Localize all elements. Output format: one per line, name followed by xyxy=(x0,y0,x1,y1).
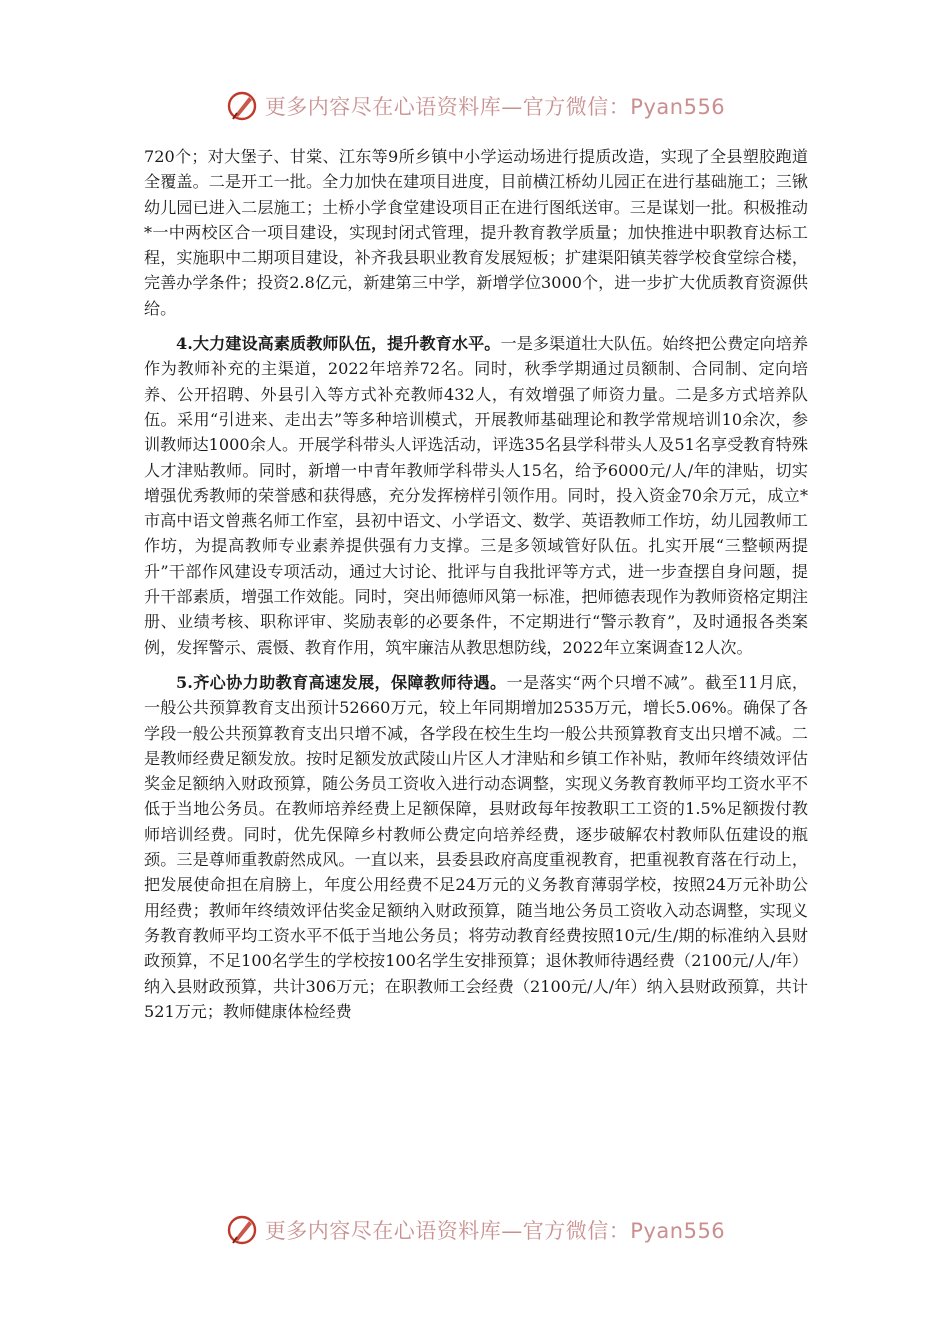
quill-pen-logo-icon xyxy=(225,89,259,123)
footer-banner xyxy=(0,1210,950,1250)
paragraph-continuation: 720个；对大堡子、甘棠、江东等9所乡镇中小学运动场进行提质改造，实现了全县塑胶跑道全覆盖。二是开工一批。全力加快在建项目进度，目前横江桥幼儿园正在进行基础施工；三锹幼儿园已进入二层施工；土桥小学食堂建设项目正在进行图纸送审。三是谋划一批。积极推动*一中两校区合一项目建设，实现封闭式管理，提升教育教学质量；加快推进中职教育达标工程，实施职中二期项目建设，补齐我县职业教育发展短板；扩建渠阳镇芙蓉学校食堂综合楼，完善办学条件；投资2.8亿元，新建第三中学，新增学位3000个，进一步扩大优质教育资源供给。 xyxy=(144,147,808,318)
paragraph-text: 一是落实“两个只增不减”。截至11月底，一般公共预算教育支出预计52660万元，较上年同期增加2535万元，增长5.06%。确保了各学段一般公共预算教育支出只增不减，各学段在校生生均一般公共预算教育支出只增不减。二是教师经费足额发放。按时足额发放武陵山片区人才津贴和乡镇工作补贴，教师年终绩效评估奖金足额纳入财政预算，随公务员工资收入进行动态调整，实现义务教育教师平均工资水平不低于当地公务员。在教师培养经费上足额保障，县财政每年按教职工工资的1.5%足额拨付教师培训经费。同时，优先保障乡村教师公费定向培养经费，逐步破解农村教师队伍建设的瓶颈。三是尊师重教蔚然成风。一直以来，县委县政府高度重视教育，把重视教育落在行动上，把发展使命担在肩膀上，年度公用经费不足24万元的义务教育薄弱学校，按照24万元补助公用经费；教师年终绩效评估奖金足额纳入财政预算，随当地公务员工资收入动态调整，实现义务教育教师平均工资水平不低于当地公务员；将劳动教育经费按照10元/生/期的标准纳入县财政预算，不足100名学生的学校按100名学生安排预算；退休教师待遇经费（2100元/人/年）纳入县财政预算，共计306万元；在职教师工会经费（2100元/人/年）纳入县财政预算，共计521万元；教师健康体检经费 xyxy=(144,672,808,1021)
footer-banner-text: 更多内容尽在心语资料库—官方微信：Pyan556 xyxy=(264,1219,726,1243)
document-body xyxy=(144,144,808,1024)
paragraph-teacher-pay xyxy=(144,670,808,1024)
paragraph-text: 一是多渠道壮大队伍。始终把公费定向培养作为教师补充的主渠道，2022年培养72名。同时，秋季学期通过员额制、合同制、定向培养、公开招聘、外县引入等方式补充教师432人，有效增强了师资力量。二是多方式培养队伍。采用“引进来、走出去”等多种培训模式，开展教师基础理论和教学常规培训10余次，参训教师达1000余人。开展学科带头人评选活动，评选35名县学科带头人及51名享受教育特殊人才津贴教师。同时，新增一中青年教师学科带头人15名，给予6000元/人/年的津贴，切实增强优秀教师的荣誉感和获得感，充分发挥榜样引领作用。同时，投入资金70余万元，成立*市高中语文曾燕名师工作室，县初中语文、小学语文、数学、英语教师工作坊，幼儿园教师工作坊，为提高教师专业素养提供强有力支撑。三是多领域管好队伍。扎实开展“三整顿两提升”干部作风建设专项活动，通过大讨论、批评与自我批评等方式，进一步查摆自身问题，提升干部素质，增强工作效能。同时，突出师德师风第一标准，把师德表现作为教师资格定期注册、业绩考核、职称评审、奖励表彰的必要条件，不定期进行“警示教育”，及时通报各类案例，发挥警示、震慑、教育作用，筑牢廉洁从教思想防线，2022年立案调查12人次。 xyxy=(144,334,808,657)
header-banner-text: 更多内容尽在心语资料库—官方微信：Pyan556 xyxy=(264,95,726,119)
quill-pen-logo-icon xyxy=(225,1213,259,1247)
section-heading-5: 5.齐心协力助教育高速发展，保障教师待遇。 xyxy=(176,672,507,692)
paragraph-teacher-team xyxy=(144,331,808,660)
section-heading-4: 4.大力建设高素质教师队伍，提升教育水平。 xyxy=(176,334,501,354)
header-banner xyxy=(0,86,950,126)
